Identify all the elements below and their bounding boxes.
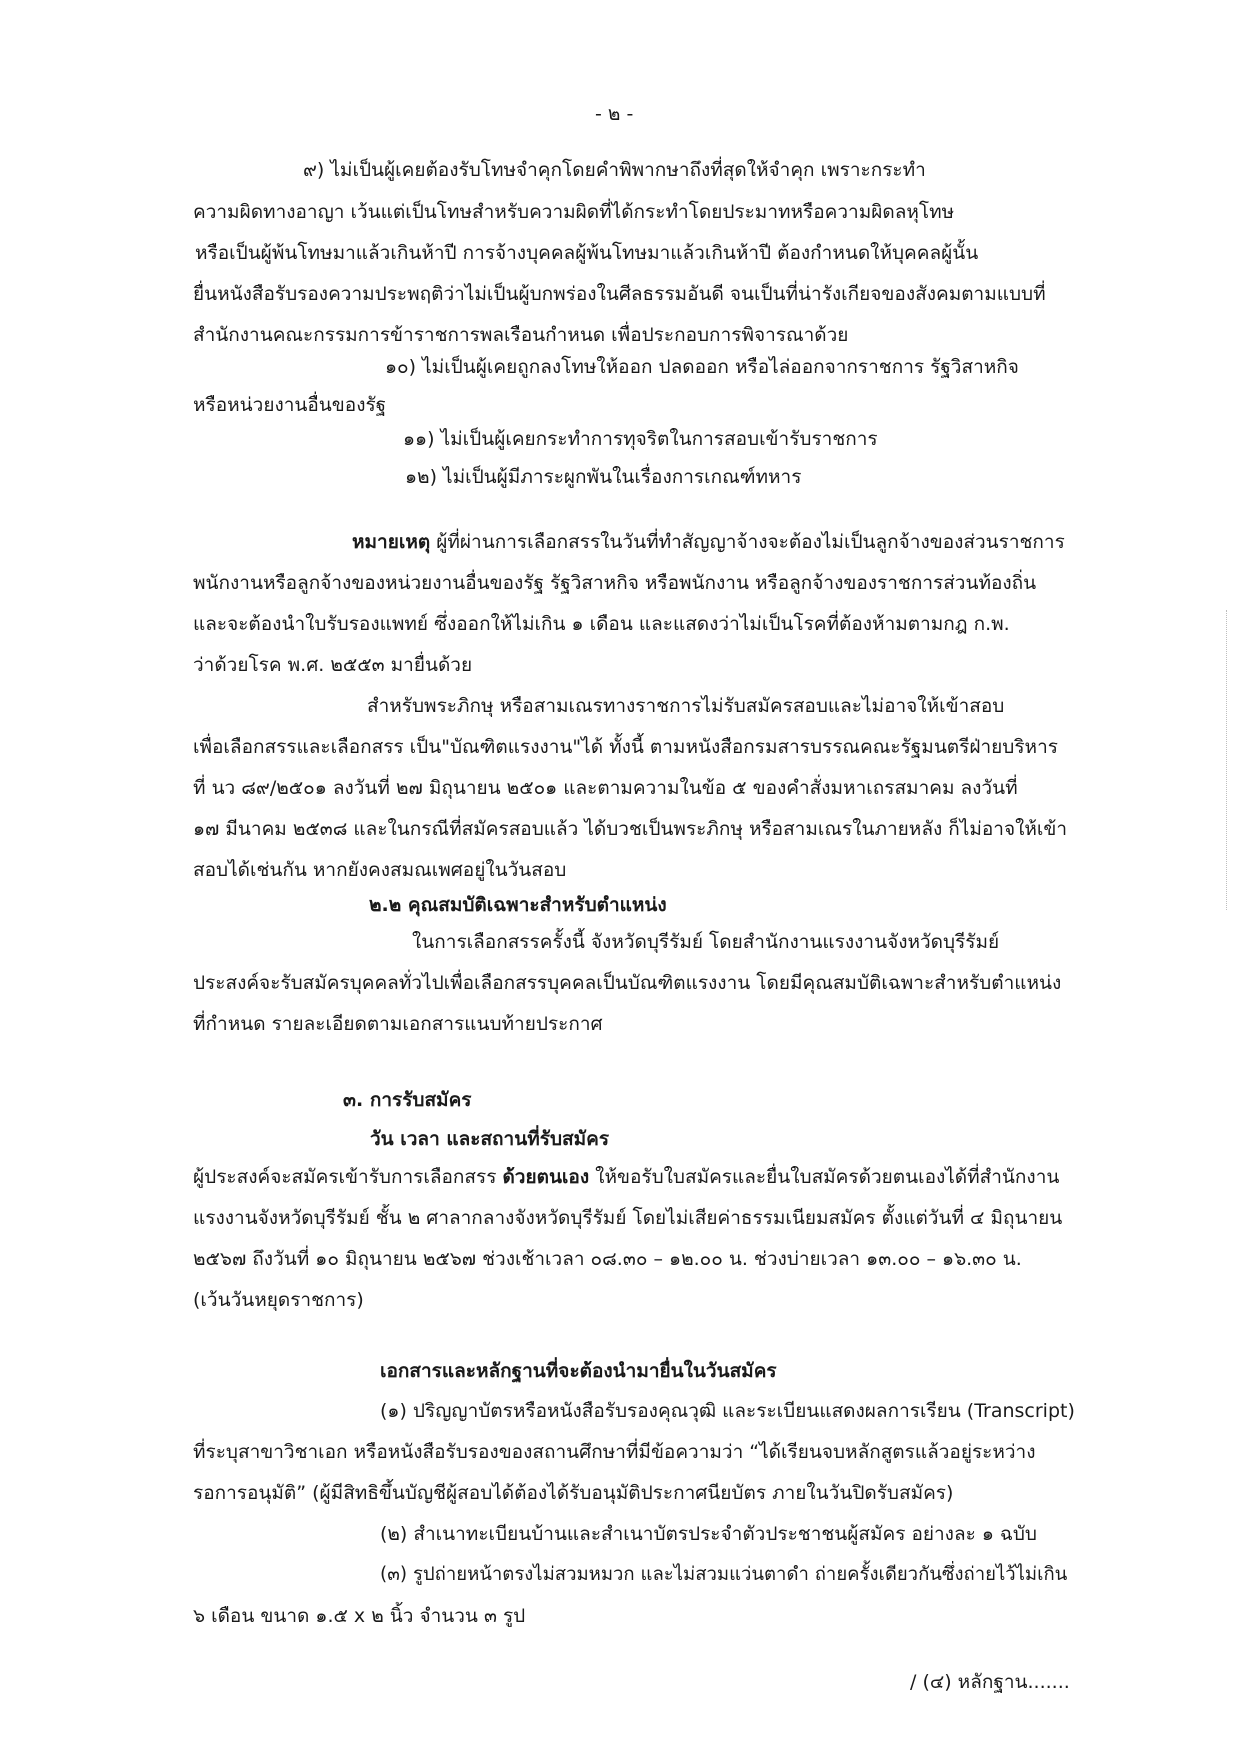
doc-3-line-1: (๓) รูปถ่ายหน้าตรงไม่สวมหมวก และไม่สวมแว่นตาดำ ถ่ายครั้งเดียวกันซึ่งถ่ายไว้ไม่เกิน	[380, 1564, 1068, 1585]
item-11: ๑๑) ไม่เป็นผู้เคยกระทำการทุจริตในการสอบเข้ารับราชการ	[403, 428, 878, 450]
item-10-line-2: หรือหน่วยงานอื่นของรัฐ	[193, 394, 387, 416]
monk-line-5: สอบได้เช่นกัน หากยังคงสมณเพศอยู่ในวันสอบ	[193, 859, 567, 881]
note-label: หมายเหตุ	[352, 531, 431, 553]
doc-3-line-2: ๖ เดือน ขนาด ๑.๕ x ๒ นิ้ว จำนวน ๓ รูป	[193, 1605, 526, 1627]
section-3-line-1-a: ผู้ประสงค์จะสมัครเข้ารับการเลือกสรร	[193, 1166, 497, 1188]
section-3-heading: ๓. การรับสมัคร	[343, 1089, 472, 1111]
note-text: ผู้ที่ผ่านการเลือกสรรในวันที่ทำสัญญาจ้างจะต้องไม่เป็นลูกจ้างของส่วนราชการ	[436, 531, 1065, 553]
section-2-2-line-1: ในการเลือกสรรครั้งนี้ จังหวัดบุรีรัมย์ โดยสำนักงานแรงงานจังหวัดบุรีรัมย์	[412, 931, 1000, 953]
doc-1-line-3: รอการอนุมัติ” (ผู้มีสิทธิขึ้นบัญชีผู้สอบได้ต้องได้รับอนุมัติประกาศนียบัตร ภายในวันปิดรับสมัคร)	[193, 1482, 954, 1504]
section-2-2-line-3: ที่กำหนด รายละเอียดตามเอกสารแนบท้ายประกาศ	[193, 1013, 603, 1035]
page-number: - ๒ -	[595, 103, 634, 125]
monk-line-1: สำหรับพระภิกษุ หรือสามเณรทางราชการไม่รับสมัครสอบและไม่อาจให้เข้าสอบ	[367, 695, 1005, 717]
item-9-line-3: หรือเป็นผู้พ้นโทษมาแล้วเกินห้าปี การจ้างบุคคลผู้พ้นโทษมาแล้วเกินห้าปี ต้องกำหนดให้บุคคลผู้นั้น	[195, 242, 979, 264]
item-10-line-1: ๑๐) ไม่เป็นผู้เคยถูกลงโทษให้ออก ปลดออก หรือไล่ออกจากราชการ รัฐวิสาหกิจ	[385, 356, 1019, 378]
note-line-3: และจะต้องนำใบรับรองแพทย์ ซึ่งออกให้ไม่เกิน ๑ เดือน และแสดงว่าไม่เป็นโรคที่ต้องห้ามตามกฎ ก.พ.	[193, 613, 1010, 635]
section-3-subheading: วัน เวลา และสถานที่รับสมัคร	[370, 1128, 610, 1150]
section-2-2-heading: ๒.๒ คุณสมบัติเฉพาะสำหรับตำแหน่ง	[369, 894, 667, 916]
section-3-line-4: (เว้นวันหยุดราชการ)	[193, 1289, 364, 1311]
note-line-4: ว่าด้วยโรค พ.ศ. ๒๕๕๓ มายื่นด้วย	[193, 654, 473, 676]
item-9-line-1: ๙) ไม่เป็นผู้เคยต้องรับโทษจำคุกโดยคำพิพากษาถึงที่สุดให้จำคุก เพราะกระทำ	[303, 159, 926, 181]
item-9-line-5: สำนักงานคณะกรรมการข้าราชการพลเรือนกำหนด เพื่อประกอบการพิจารณาด้วย	[193, 324, 849, 346]
documents-heading: เอกสารและหลักฐานที่จะต้องนำมายื่นในวันสมัคร	[380, 1360, 777, 1382]
section-3-line-1-c: ให้ขอรับใบสมัครและยื่นใบสมัครด้วยตนเองได้ที่สำนักงาน	[595, 1166, 1060, 1188]
monk-line-3: ที่ นว ๘๙/๒๕๐๑ ลงวันที่ ๒๗ มิถุนายน ๒๕๐๑ และตามความในข้อ ๕ ของคำสั่งมหาเถรสมาคม ลงวันที่	[193, 777, 1018, 799]
doc-1-line-2: ที่ระบุสาขาวิชาเอก หรือหนังสือรับรองของสถานศึกษาที่มีข้อความว่า “ได้เรียนจบหลักสูตรแล้วอยู่ระหว่าง	[193, 1441, 1036, 1463]
section-3-line-3: ๒๕๖๗ ถึงวันที่ ๑๐ มิถุนายน ๒๕๖๗ ช่วงเช้าเวลา ๐๘.๓๐ – ๑๒.๐๐ น. ช่วงบ่ายเวลา ๑๓.๐๐ – ๑๖.๓๐ น.	[193, 1248, 1022, 1270]
note-line-2: พนักงานหรือลูกจ้างของหน่วยงานอื่นของรัฐ รัฐวิสาหกิจ หรือพนักงาน หรือลูกจ้างของราชการส่วนท้องถิ่น	[193, 572, 1037, 594]
doc-2: (๒) สำเนาทะเบียนบ้านและสำเนาบัตรประจำตัวประชาชนผู้สมัคร อย่างละ ๑ ฉบับ	[380, 1523, 1037, 1545]
continuation-note: / (๔) หลักฐาน.......	[910, 1671, 1070, 1693]
item-9-line-2: ความผิดทางอาญา เว้นแต่เป็นโทษสำหรับความผิดที่ได้กระทำโดยประมาทหรือความผิดลหุโทษ	[193, 201, 955, 223]
doc-1-line-1: (๑) ปริญญาบัตรหรือหนังสือรับรองคุณวุฒิ และระเบียนแสดงผลการเรียน (Transcript)	[380, 1400, 1075, 1422]
note-line-1	[352, 530, 1065, 554]
section-3-line-1	[193, 1165, 1059, 1189]
item-12: ๑๒) ไม่เป็นผู้มีภาระผูกพันในเรื่องการเกณฑ์ทหาร	[405, 466, 802, 488]
section-2-2-line-2: ประสงค์จะรับสมัครบุคคลทั่วไปเพื่อเลือกสรรบุคคลเป็นบัณฑิตแรงงาน โดยมีคุณสมบัติเฉพาะสำหรับตำแหน่ง	[193, 972, 1062, 994]
section-3-line-1-emphasis: ด้วยตนเอง	[502, 1166, 590, 1188]
scan-edge-mark	[1226, 610, 1228, 910]
item-9-line-4: ยื่นหนังสือรับรองความประพฤติว่าไม่เป็นผู้บกพร่องในศีลธรรมอันดี จนเป็นที่น่ารังเกียจของสังคมตามแบบที่	[193, 283, 1046, 305]
monk-line-4: ๑๗ มีนาคม ๒๕๓๘ และในกรณีที่สมัครสอบแล้ว ได้บวชเป็นพระภิกษุ หรือสามเณรในภายหลัง ก็ไม่อาจให้เข้า	[193, 818, 1068, 840]
monk-line-2: เพื่อเลือกสรรและเลือกสรร เป็น"บัณฑิตแรงงาน"ได้ ทั้งนี้ ตามหนังสือกรมสารบรรณคณะรัฐมนตรีฝ่ายบริหาร	[193, 736, 1058, 758]
section-3-line-2: แรงงานจังหวัดบุรีรัมย์ ชั้น ๒ ศาลากลางจังหวัดบุรีรัมย์ โดยไม่เสียค่าธรรมเนียมสมัคร ตั้งแต่วันที่ ๔ มิถุนายน	[193, 1207, 1063, 1229]
